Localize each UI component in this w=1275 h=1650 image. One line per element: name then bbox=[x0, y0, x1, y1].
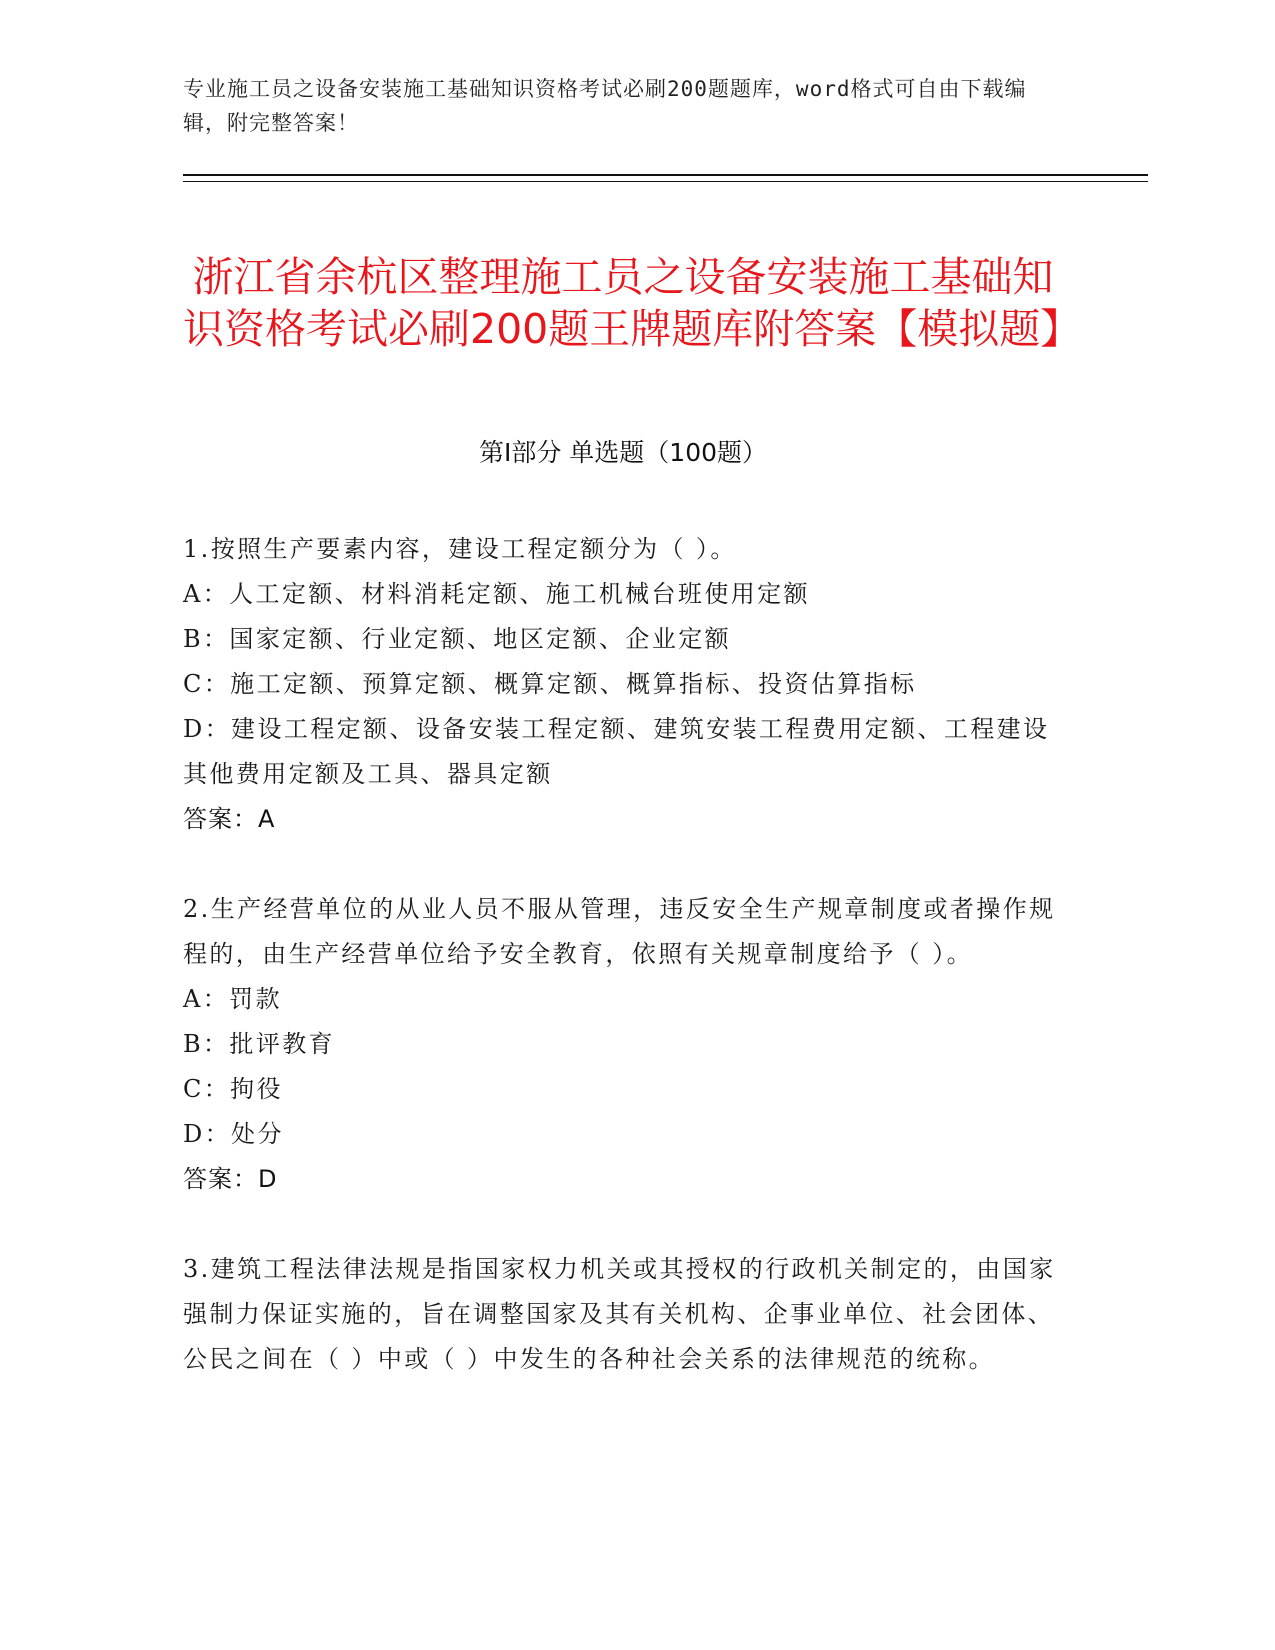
header-divider-thin bbox=[183, 181, 1148, 182]
header-note: 专业施工员之设备安装施工基础知识资格考试必刷200题题库，word格式可自由下载编辑，附完整答案！ bbox=[183, 77, 1027, 135]
document-title: 浙江省余杭区整理施工员之设备安装施工基础知识资格考试必刷200题王牌题库附答案【模拟题】 bbox=[183, 253, 1082, 354]
question-stem: 1.按照生产要素内容，建设工程定额分为（ ）。 bbox=[183, 535, 737, 563]
option-b: B：批评教育 bbox=[183, 1030, 336, 1058]
option-c: C：施工定额、预算定额、概算定额、概算指标、投资估算指标 bbox=[183, 670, 917, 698]
question-1 bbox=[183, 527, 1063, 842]
option-a: A：人工定额、材料消耗定额、施工机械台班使用定额 bbox=[183, 580, 810, 608]
question-3 bbox=[183, 1247, 1063, 1382]
question-stem: 3.建筑工程法律法规是指国家权力机关或其授权的行政机关制定的，由国家强制力保证实施的，旨在调整国家及其有关机构、企事业单位、社会团体、公民之间在（ ）中或（ ）中发生的各种社会关系的法律规范的统称。 bbox=[183, 1255, 1056, 1373]
option-a: A：罚款 bbox=[183, 985, 282, 1013]
header-divider-thick bbox=[183, 174, 1148, 176]
question-2 bbox=[183, 887, 1063, 1202]
option-b: B：国家定额、行业定额、地区定额、企业定额 bbox=[183, 625, 732, 653]
answer: 答案：D bbox=[183, 1165, 278, 1193]
option-c: C：拘役 bbox=[183, 1075, 283, 1103]
answer: 答案：A bbox=[183, 805, 276, 833]
option-d: D：处分 bbox=[183, 1120, 284, 1148]
question-stem: 2.生产经营单位的从业人员不服从管理，违反安全生产规章制度或者操作规程的，由生产经营单位给予安全教育，依照有关规章制度给予（ ）。 bbox=[183, 895, 1056, 968]
option-d: D：建设工程定额、设备安装工程定额、建筑安装工程费用定额、工程建设其他费用定额及工具、器具定额 bbox=[183, 715, 1050, 788]
question-list bbox=[183, 527, 1063, 1427]
section-heading: 第Ⅰ部分 单选题（100题） bbox=[478, 438, 768, 467]
